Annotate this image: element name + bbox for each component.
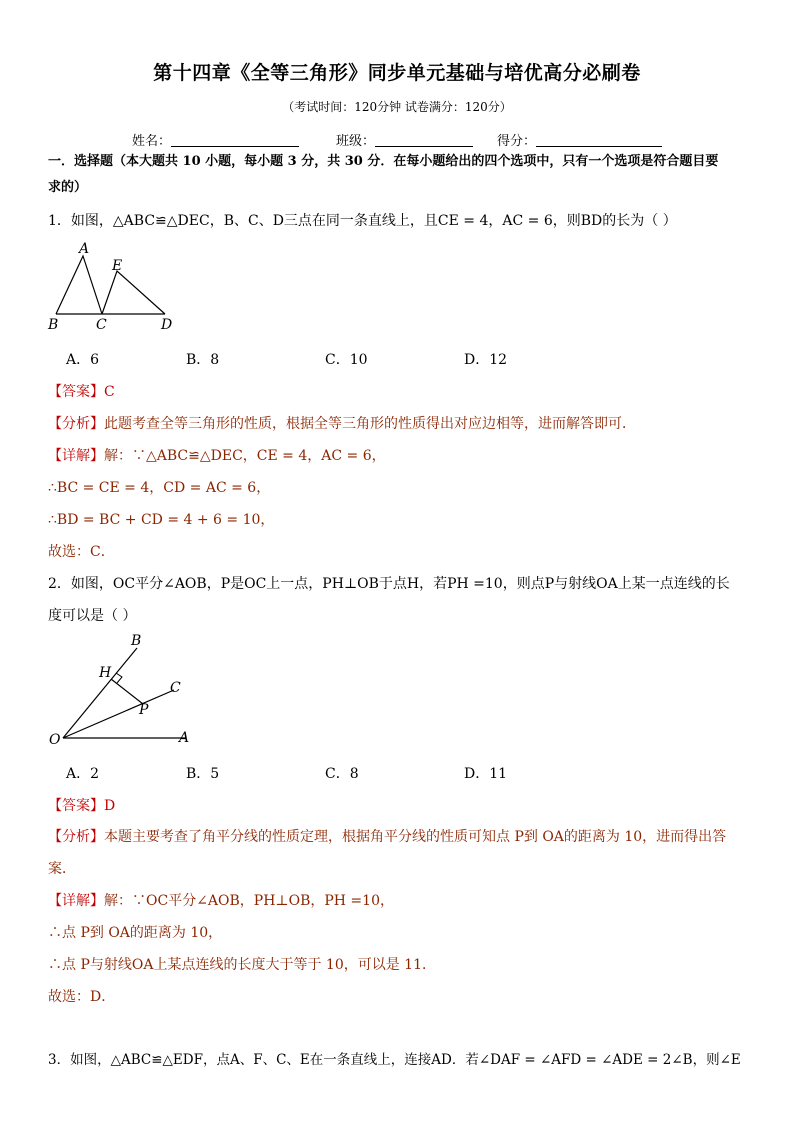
q2-analysis-cont: 案． — [48, 861, 76, 877]
section-heading-cont: 求的） — [48, 180, 88, 195]
q1-conclusion: 故选：C． — [48, 544, 115, 560]
answer-value: D — [104, 798, 116, 814]
score-field — [497, 130, 662, 149]
label-c: C — [96, 317, 107, 333]
q2-answer — [48, 795, 115, 815]
name-blank — [171, 134, 299, 147]
class-field — [336, 130, 473, 149]
q1-option-c: C．10 — [325, 352, 368, 368]
analysis-tag: 【分析】 — [48, 829, 104, 845]
detail-text: 解：∵△ABC≌△DEC，CE = 4，AC = 6， — [104, 448, 386, 464]
score-label: 得分： — [497, 134, 537, 149]
q1-option-d: D．12 — [464, 352, 508, 368]
label-a2: A — [179, 730, 190, 746]
q2-step2: ∴点 P与射线OA上某点连线的长度大于等于 10，可以是 11． — [48, 957, 436, 973]
answer-value: C — [104, 384, 115, 400]
label-h: H — [99, 665, 112, 681]
segment-ph — [111, 679, 143, 704]
analysis-text: 本题主要考查了角平分线的性质定理，根据角平分线的性质可知点 P到 OA的距离为 10，进而得出答 — [104, 829, 727, 845]
ray-oc — [63, 690, 174, 738]
answer-tag: 【答案】 — [48, 384, 104, 400]
label-b2: B — [131, 633, 142, 649]
ray-ob — [63, 648, 137, 738]
label-c2: C — [170, 680, 181, 696]
right-angle-mark — [116, 673, 122, 683]
q1-step1: ∴BC = CE = 4，CD = AC = 6， — [48, 480, 271, 496]
page-title: 第十四章《全等三角形》同步单元基础与培优高分必刷卷 — [153, 62, 641, 84]
q2-stem: 2．如图，OC平分∠AOB，P是OC上一点，PH⊥OB于点H，若PH =10，则点P与射线OA上某一点连线的长 — [48, 576, 730, 592]
q2-detail — [48, 890, 394, 910]
triangle-dec — [102, 271, 165, 314]
label-a: A — [79, 241, 90, 257]
q2-option-a: A．2 — [66, 766, 100, 782]
q2-analysis — [48, 826, 726, 846]
q3-stem: 3．如图，△ABC≌△EDF，点A、F、C、E在一条直线上，连接AD．若∠DAF = ∠AFD = ∠ADE = 2∠B，则∠E — [48, 1052, 741, 1068]
detail-text: 解：∵OC平分∠AOB，PH⊥OB，PH =10， — [104, 893, 394, 909]
q1-analysis — [48, 413, 636, 433]
section-heading: 一．选择题（本大题共 10 小题，每小题 3 分，共 30 分．在每小题给出的四个选项中，只有一个选项是符合题目要 — [48, 154, 719, 169]
answer-tag: 【答案】 — [48, 798, 104, 814]
exam-subtitle: （考试时间：120分钟 试卷满分：120分） — [282, 100, 512, 114]
class-label: 班级： — [336, 134, 376, 149]
label-o: O — [49, 732, 61, 748]
analysis-tag: 【分析】 — [48, 416, 104, 432]
name-label: 姓名： — [132, 134, 172, 149]
q2-option-c: C．8 — [325, 766, 359, 782]
q2-figure — [44, 630, 204, 750]
q1-option-a: A．6 — [66, 352, 100, 368]
label-e: E — [112, 258, 123, 274]
detail-tag: 【详解】 — [48, 448, 104, 464]
q2-stem-cont: 度可以是（ ） — [48, 608, 137, 624]
label-p: P — [139, 702, 149, 718]
q1-step2: ∴BD = BC + CD = 4 + 6 = 10， — [48, 512, 275, 528]
q2-step1: ∴点 P到 OA的距离为 10， — [48, 925, 223, 941]
label-d: D — [161, 317, 173, 333]
label-b: B — [48, 317, 59, 333]
class-blank — [375, 134, 473, 147]
q1-option-b: B．8 — [186, 352, 220, 368]
triangle-abc — [56, 256, 102, 314]
q2-conclusion: 故选：D． — [48, 989, 116, 1005]
q2-option-d: D．11 — [464, 766, 508, 782]
score-blank — [536, 134, 662, 147]
q1-answer — [48, 381, 115, 401]
q2-option-b: B．5 — [186, 766, 220, 782]
q1-figure — [44, 238, 184, 334]
analysis-text: 此题考查全等三角形的性质，根据全等三角形的性质得出对应边相等，进而解答即可． — [104, 416, 636, 432]
q1-detail — [48, 445, 386, 465]
q1-stem: 1．如图，△ABC≌△DEC，B、C、D三点在同一条直线上，且CE = 4，AC = 6，则BD的长为（ ） — [48, 213, 677, 229]
detail-tag: 【详解】 — [48, 893, 104, 909]
name-field — [132, 130, 299, 149]
